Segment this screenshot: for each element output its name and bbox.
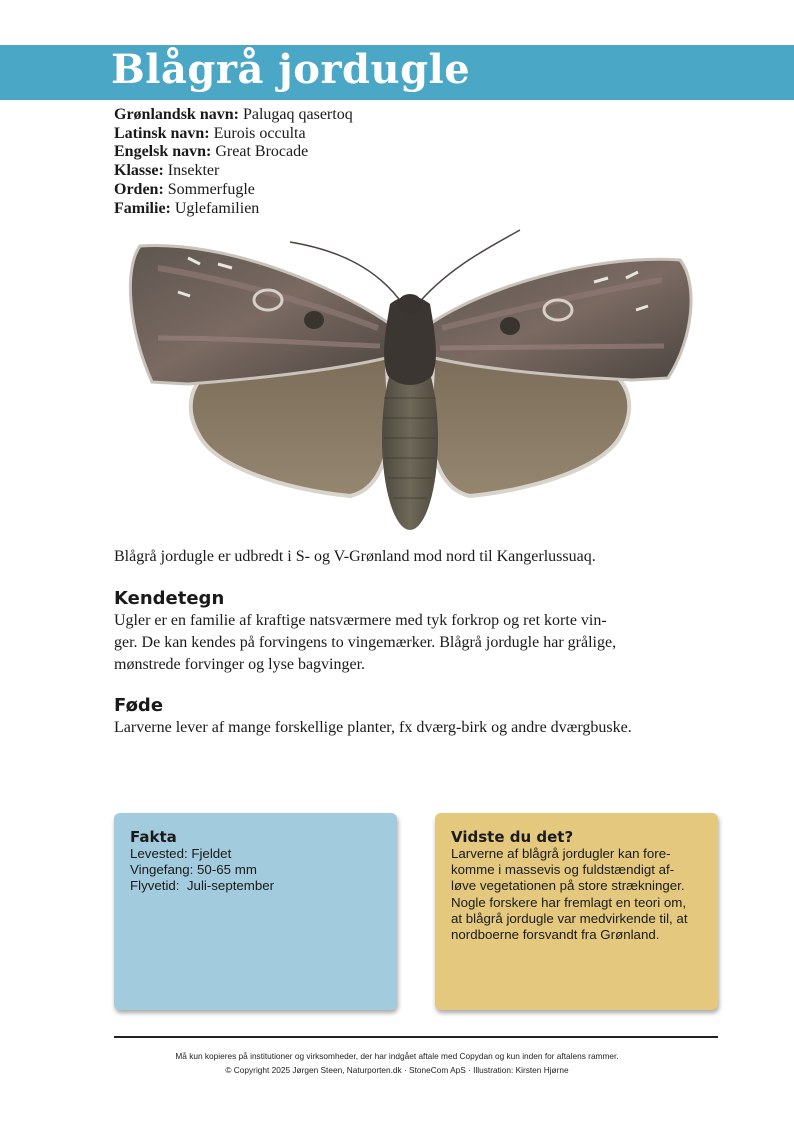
vidste-line: komme i massevis og fuldstændigt af- [451,862,675,878]
info-value: Eurois occulta [213,124,306,142]
section-fode [114,695,724,739]
moth-illustration [118,228,702,534]
info-label: Grønlandsk navn: [114,106,239,123]
info-row-class [114,162,353,181]
intro-text: Blågrå jordugle er udbredt i S- og V-Grønland mod nord til Kangerlussuaq. [114,548,596,565]
info-row-english [114,143,353,162]
info-row-latin [114,125,353,144]
fakta-heading: Fakta [130,828,177,846]
vidste-line: løve vegetationen på store strækninger. [451,878,685,894]
vidste-line: Larverne af blågrå jordugler kan fore- [451,846,671,861]
footer-license: Må kun kopieres på institutioner og virksomheder, der har indgået aftale med Copydan og kun inden for aftalens rammer. [175,1051,619,1061]
info-label: Orden: [114,180,164,198]
section-line: mønstrede forvinger og lyse bagvinger. [114,656,366,673]
fakta-line: Levested: Fjeldet [130,846,232,861]
info-row-family [114,200,353,219]
section-line: ger. De kan kendes på forvingens to vingemærker. Blågrå jordugle har grålige, [114,634,617,651]
forewing-left [130,245,394,384]
info-label: Klasse: [114,162,164,180]
vidste-du-det-box [435,813,718,1010]
vidste-line: at blågrå jordugle var medvirkende til, at [451,910,688,926]
info-label: Familie: [114,199,171,217]
info-label: Latinsk navn: [114,124,210,142]
vidste-heading: Vidste du det? [451,828,574,846]
section-kendetegn [114,588,724,676]
section-line: Larverne lever af mange forskellige planter, fx dværg-birk og andre dværgbuske. [114,719,632,736]
page-title: Blågrå jordugle [111,46,471,93]
info-value: Uglefamilien [174,199,260,217]
info-value: Sommerfugle [167,180,255,198]
info-value: Palugaq qasertoq [242,106,353,123]
species-info [114,106,353,218]
fakta-box [114,813,397,1010]
section-line: Ugler er en familie af kraftige natsværmere med tyk forkrop og ret korte vin- [114,612,607,629]
info-label: Engelsk navn: [114,143,212,161]
footer-copyright: © Copyright 2025 Jørgen Steen, Naturporten.dk · StoneCom ApS · Illustration: Kirsten Hjørne [225,1065,569,1075]
info-value: Great Brocade [215,143,309,161]
info-value: Insekter [167,162,220,180]
section-heading: Kendetegn [114,588,225,609]
moth-head [398,294,422,314]
fakta-line: Vingefang: 50-65 mm [130,862,257,878]
vidste-line: Nogle forskere har fremlagt en teori om, [451,894,687,910]
fakta-line: Flyvetid: Juli-september [130,878,275,894]
section-heading: Føde [114,695,164,716]
footer-divider [114,1036,718,1038]
info-row-order [114,181,353,200]
info-row-greenlandic [114,106,353,125]
vidste-line: nordboerne forsvandt fra Grønland. [451,927,660,943]
